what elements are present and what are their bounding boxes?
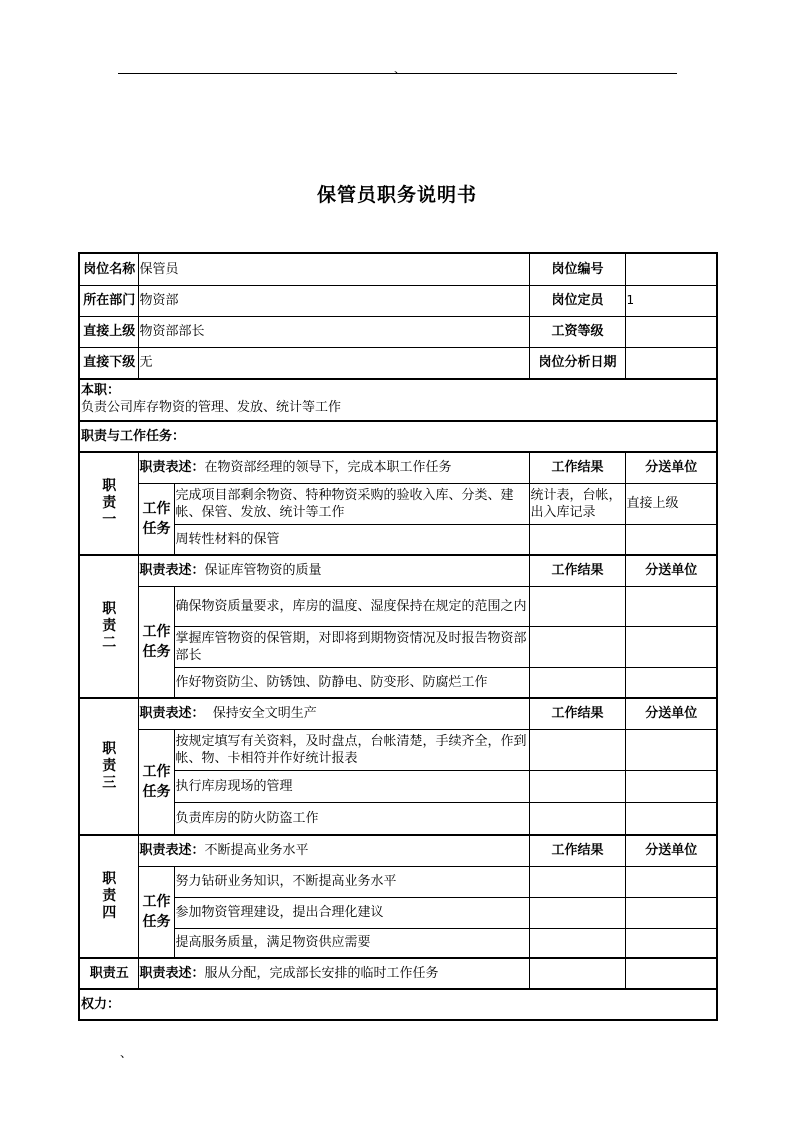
authority-row: [79, 989, 717, 1020]
work-result-header: 工作结果: [529, 555, 625, 586]
task-row: [79, 770, 717, 802]
duty-2-desc: 职责表述：保证库管物资的质量: [138, 555, 529, 586]
duty-4-task-2-result: [529, 897, 625, 928]
duty-3-task-1-unit: [625, 729, 717, 770]
header-rule: [118, 73, 677, 74]
duty-3-task-2: 执行库房现场的管理: [174, 770, 529, 802]
task-row: [79, 524, 717, 555]
analysis-date-value: [625, 347, 717, 379]
main-duty-text: 负责公司库存物资的管理、发放、统计等工作: [81, 400, 342, 415]
duty-3-task-2-result: [529, 770, 625, 802]
duty-2-task-2: 掌握库管物资的保管期，对即将到期物资情况及时报告物资部部长: [174, 626, 529, 667]
footer-mark: 、: [120, 1046, 133, 1060]
task-row: [79, 626, 717, 667]
tasks-label: 工作 任务: [138, 866, 174, 958]
duty-3-task-2-unit: [625, 770, 717, 802]
duty-4-task-2: 参加物资管理建设，提出合理化建议: [174, 897, 529, 928]
tasks-label: 工作 任务: [138, 586, 174, 698]
work-result-header: 工作结果: [529, 698, 625, 729]
duty-1-task-1: 完成项目部剩余物资、特种物资采购的验收入库、分类、建帐、保管、发放、统计等工作: [174, 483, 529, 524]
duty-4-task-2-unit: [625, 897, 717, 928]
pos-name-label: 岗位名称: [79, 253, 138, 285]
info-row: [79, 253, 717, 285]
info-row: [79, 316, 717, 347]
task-row: [79, 729, 717, 770]
duties-tasks-label: 职责与工作任务：: [79, 421, 717, 452]
main-duty-label: 本职：: [81, 383, 121, 398]
duty-2-task-1-result: [529, 586, 625, 626]
info-row: [79, 347, 717, 379]
duty-2-task-1-unit: [625, 586, 717, 626]
duty-3-task-1: 按规定填写有关资料，及时盘点，台帐清楚，手续齐全，作到帐、物、卡相符并作好统计报表: [174, 729, 529, 770]
duty-1-desc: 职责表述：在物资部经理的领导下，完成本职工作任务: [138, 452, 529, 483]
pos-code-value: [625, 253, 717, 285]
duty-4-label: 职 责 四: [79, 835, 138, 958]
task-row: [79, 928, 717, 958]
duty-5-desc: 职责表述：服从分配，完成部长安排的临时工作任务: [138, 958, 529, 989]
superior-label: 直接上级: [79, 316, 138, 347]
document-title: 保管员职务说明书: [316, 184, 477, 206]
task-row: [79, 866, 717, 897]
duty-3-task-3-result: [529, 802, 625, 835]
duty-4-task-3: 提高服务质量，满足物资供应需要: [174, 928, 529, 958]
send-unit-header: 分送单位: [625, 452, 717, 483]
duty-desc-row: [79, 555, 717, 586]
send-unit-header: 分送单位: [625, 698, 717, 729]
duty-3-desc: 职责表述： 保持安全文明生产: [138, 698, 529, 729]
tasks-label: 工作 任务: [138, 729, 174, 835]
task-row: [79, 667, 717, 698]
task-row: [79, 483, 717, 524]
duty-5-unit: [625, 958, 717, 989]
duty-1-task-2-unit: [625, 524, 717, 555]
duty-4-task-1-unit: [625, 866, 717, 897]
duty-3-task-3: 负责库房的防火防盗工作: [174, 802, 529, 835]
duty-4-task-3-unit: [625, 928, 717, 958]
superior-value: 物资部部长: [138, 316, 529, 347]
duty-5-row: [79, 958, 717, 989]
duty-1-task-2-result: [529, 524, 625, 555]
duty-desc-row: [79, 835, 717, 866]
dept-value: 物资部: [138, 285, 529, 316]
duty-2-task-3-unit: [625, 667, 717, 698]
duty-4-desc: 职责表述：不断提高业务水平: [138, 835, 529, 866]
pos-name-value: 保管员: [138, 253, 529, 285]
duty-5-label: 职责五: [79, 958, 138, 989]
analysis-date-label: 岗位分析日期: [529, 347, 625, 379]
wage-value: [625, 316, 717, 347]
send-unit-header: 分送单位: [625, 835, 717, 866]
pos-code-label: 岗位编号: [529, 253, 625, 285]
work-result-header: 工作结果: [529, 835, 625, 866]
duty-4-task-3-result: [529, 928, 625, 958]
tasks-label: 工作 任务: [138, 483, 174, 555]
duty-1-task-2: 周转性材料的保管: [174, 524, 529, 555]
job-description-table: [78, 252, 718, 1021]
main-duty-row: [79, 379, 717, 421]
task-row: [79, 586, 717, 626]
duty-1-label: 职 责 一: [79, 452, 138, 555]
main-duty-cell: [79, 379, 717, 421]
work-result-header: 工作结果: [529, 452, 625, 483]
task-row: [79, 802, 717, 835]
wage-label: 工资等级: [529, 316, 625, 347]
duty-2-task-2-unit: [625, 626, 717, 667]
duty-2-task-2-result: [529, 626, 625, 667]
duty-1-task-1-unit: 直接上级: [625, 483, 717, 524]
duty-2-task-3: 作好物资防尘、防锈蚀、防静电、防变形、防腐烂工作: [174, 667, 529, 698]
header-mark: 、: [394, 62, 407, 76]
duty-4-task-1: 努力钻研业务知识，不断提高业务水平: [174, 866, 529, 897]
send-unit-header: 分送单位: [625, 555, 717, 586]
headcount-value: 1: [625, 285, 717, 316]
duty-desc-row: [79, 452, 717, 483]
info-row: [79, 285, 717, 316]
duties-tasks-row: [79, 421, 717, 452]
duty-2-label: 职 责 二: [79, 555, 138, 698]
authority-label: 权力：: [79, 989, 717, 1020]
duty-desc-row: [79, 698, 717, 729]
task-row: [79, 897, 717, 928]
subordinate-label: 直接下级: [79, 347, 138, 379]
subordinate-value: 无: [138, 347, 529, 379]
duty-3-task-3-unit: [625, 802, 717, 835]
duty-2-task-3-result: [529, 667, 625, 698]
headcount-label: 岗位定员: [529, 285, 625, 316]
dept-label: 所在部门: [79, 285, 138, 316]
duty-5-result: [529, 958, 625, 989]
duty-3-label: 职 责 三: [79, 698, 138, 835]
duty-2-task-1: 确保物资质量要求，库房的温度、湿度保持在规定的范围之内: [174, 586, 529, 626]
duty-4-task-1-result: [529, 866, 625, 897]
duty-1-task-1-result: 统计表，台帐，出入库记录: [529, 483, 625, 524]
duty-3-task-1-result: [529, 729, 625, 770]
